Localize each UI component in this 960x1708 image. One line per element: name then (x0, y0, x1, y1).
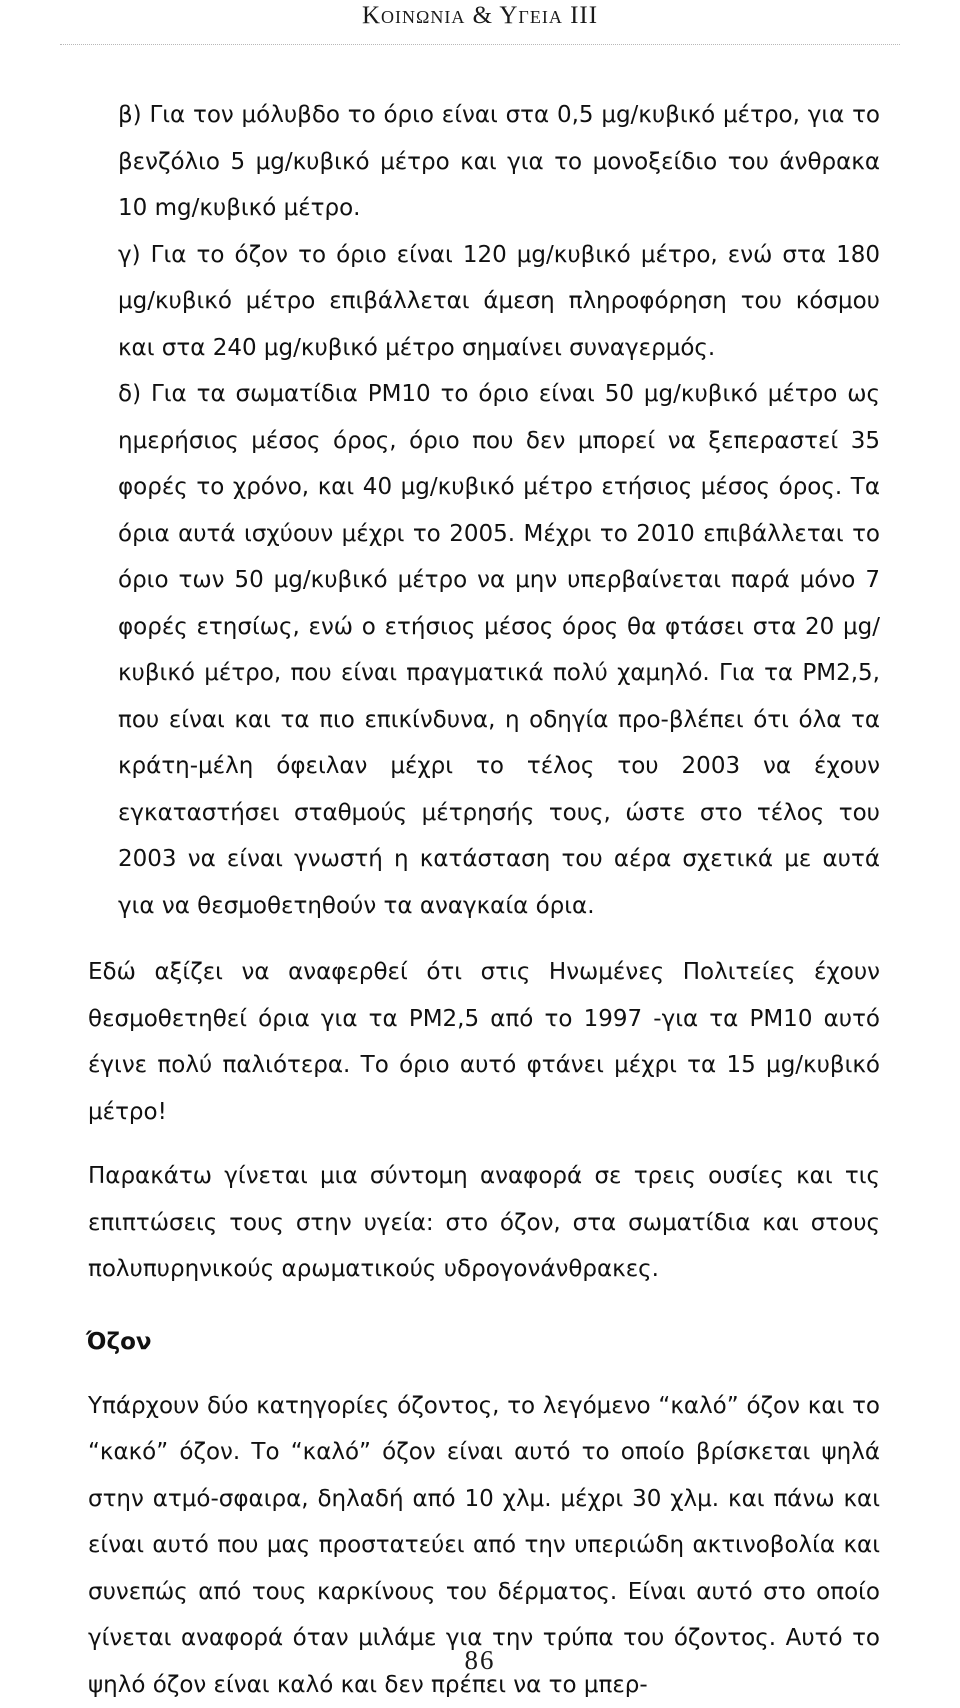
paragraph-beta-limits: β) Για τον μόλυβδο το όριο είναι στα 0,5 μg/κυβικό μέτρο, για το βενζόλιο 5 μg/κυβικό μέτρο και για το μονοξείδιο του άνθρακα 10 mg/κυβικό μέτρο. (118, 92, 880, 232)
paragraph-substances-intro: Παρακάτω γίνεται μια σύντομη αναφορά σε τρεις ουσίες και τις επιπτώσεις τους στην υγεία: στο όζον, στα σωματίδια και στους πολυπυρηνικούς αρωματικούς υδρογονάνθρακες. (88, 1153, 880, 1293)
page-number: 86 (0, 1645, 960, 1676)
body-text (118, 92, 880, 1708)
paragraph-gap (118, 1135, 880, 1153)
paragraph-ozone-types: Υπάρχουν δύο κατηγορίες όζοντος, το λεγόμενο “καλό” όζον και το “κακό” όζον. Το “καλό” όζον είναι αυτό το οποίο βρίσκεται ψηλά στην ατμό-σφαιρα, δηλαδή από 10 χλμ. μέχρι 30 χλμ. και πάνω και είναι αυτό που μας προστατεύει από την υπεριώδη ακτινοβολία και συνεπώς από τους καρκίνους του δέρματος. Είναι αυτό στο οποίο γίνεται αναφορά όταν μιλάμε για την τρύπα του όζοντος. Αυτό το ψηλό όζον είναι καλό και δεν πρέπει να το μπερ- (88, 1383, 880, 1708)
paragraph-gamma-ozone-limits: γ) Για το όζον το όριο είναι 120 μg/κυβικό μέτρο, ενώ στα 180 μg/κυβικό μέτρο επιβάλλεται άμεση πληροφόρηση του κόσμου και στα 240 μg/κυβικό μέτρο σημαίνει συναγερμός. (118, 232, 880, 372)
paragraph-gap (118, 929, 880, 949)
paragraph-usa-limits: Εδώ αξίζει να αναφερθεί ότι στις Ηνωμένες Πολιτείες έχουν θεσμοθετηθεί όρια για τα PM2,5 από το 1997 -για τα PM10 αυτό έγινε πολύ παλιότερα. Το όριο αυτό φτάνει μέχρι τα 15 μg/κυβικό μέτρο! (88, 949, 880, 1135)
header-rule (60, 44, 900, 45)
paragraph-gap (118, 1365, 880, 1383)
heading-gap (118, 1293, 880, 1319)
section-heading-ozone: Όζον (86, 1319, 880, 1365)
running-header: Κοινωνια & Υγεια III (0, 2, 960, 30)
paragraph-delta-particulates: δ) Για τα σωματίδια PM10 το όριο είναι 50 μg/κυβικό μέτρο ως ημερήσιος μέσος όρος, όριο που δεν μπορεί να ξεπεραστεί 35 φορές το χρόνο, και 40 μg/κυβικό μέτρο ετήσιος μέσος όρος. Τα όρια αυτά ισχύουν μέχρι το 2005. Μέχρι το 2010 επιβάλλεται το όριο των 50 μg/κυβικό μέτρο να μην υπερβαίνεται παρά μόνο 7 φορές ετησίως, ενώ ο ετήσιος μέσος όρος θα φτάσει στα 20 μg/κυβικό μέτρο, που είναι πραγματικά πολύ χαμηλό. Για τα PM2,5, που είναι και τα πιο επικίνδυνα, η οδηγία προ-βλέπει ότι όλα τα κράτη-μέλη όφειλαν μέχρι το τέλος του 2003 να έχουν εγκαταστήσει σταθμούς μέτρησής τους, ώστε στο τέλος του 2003 να είναι γνωστή η κατάσταση του αέρα σχετικά με αυτά για να θεσμοθετηθούν τα αναγκαία όρια. (118, 371, 880, 929)
